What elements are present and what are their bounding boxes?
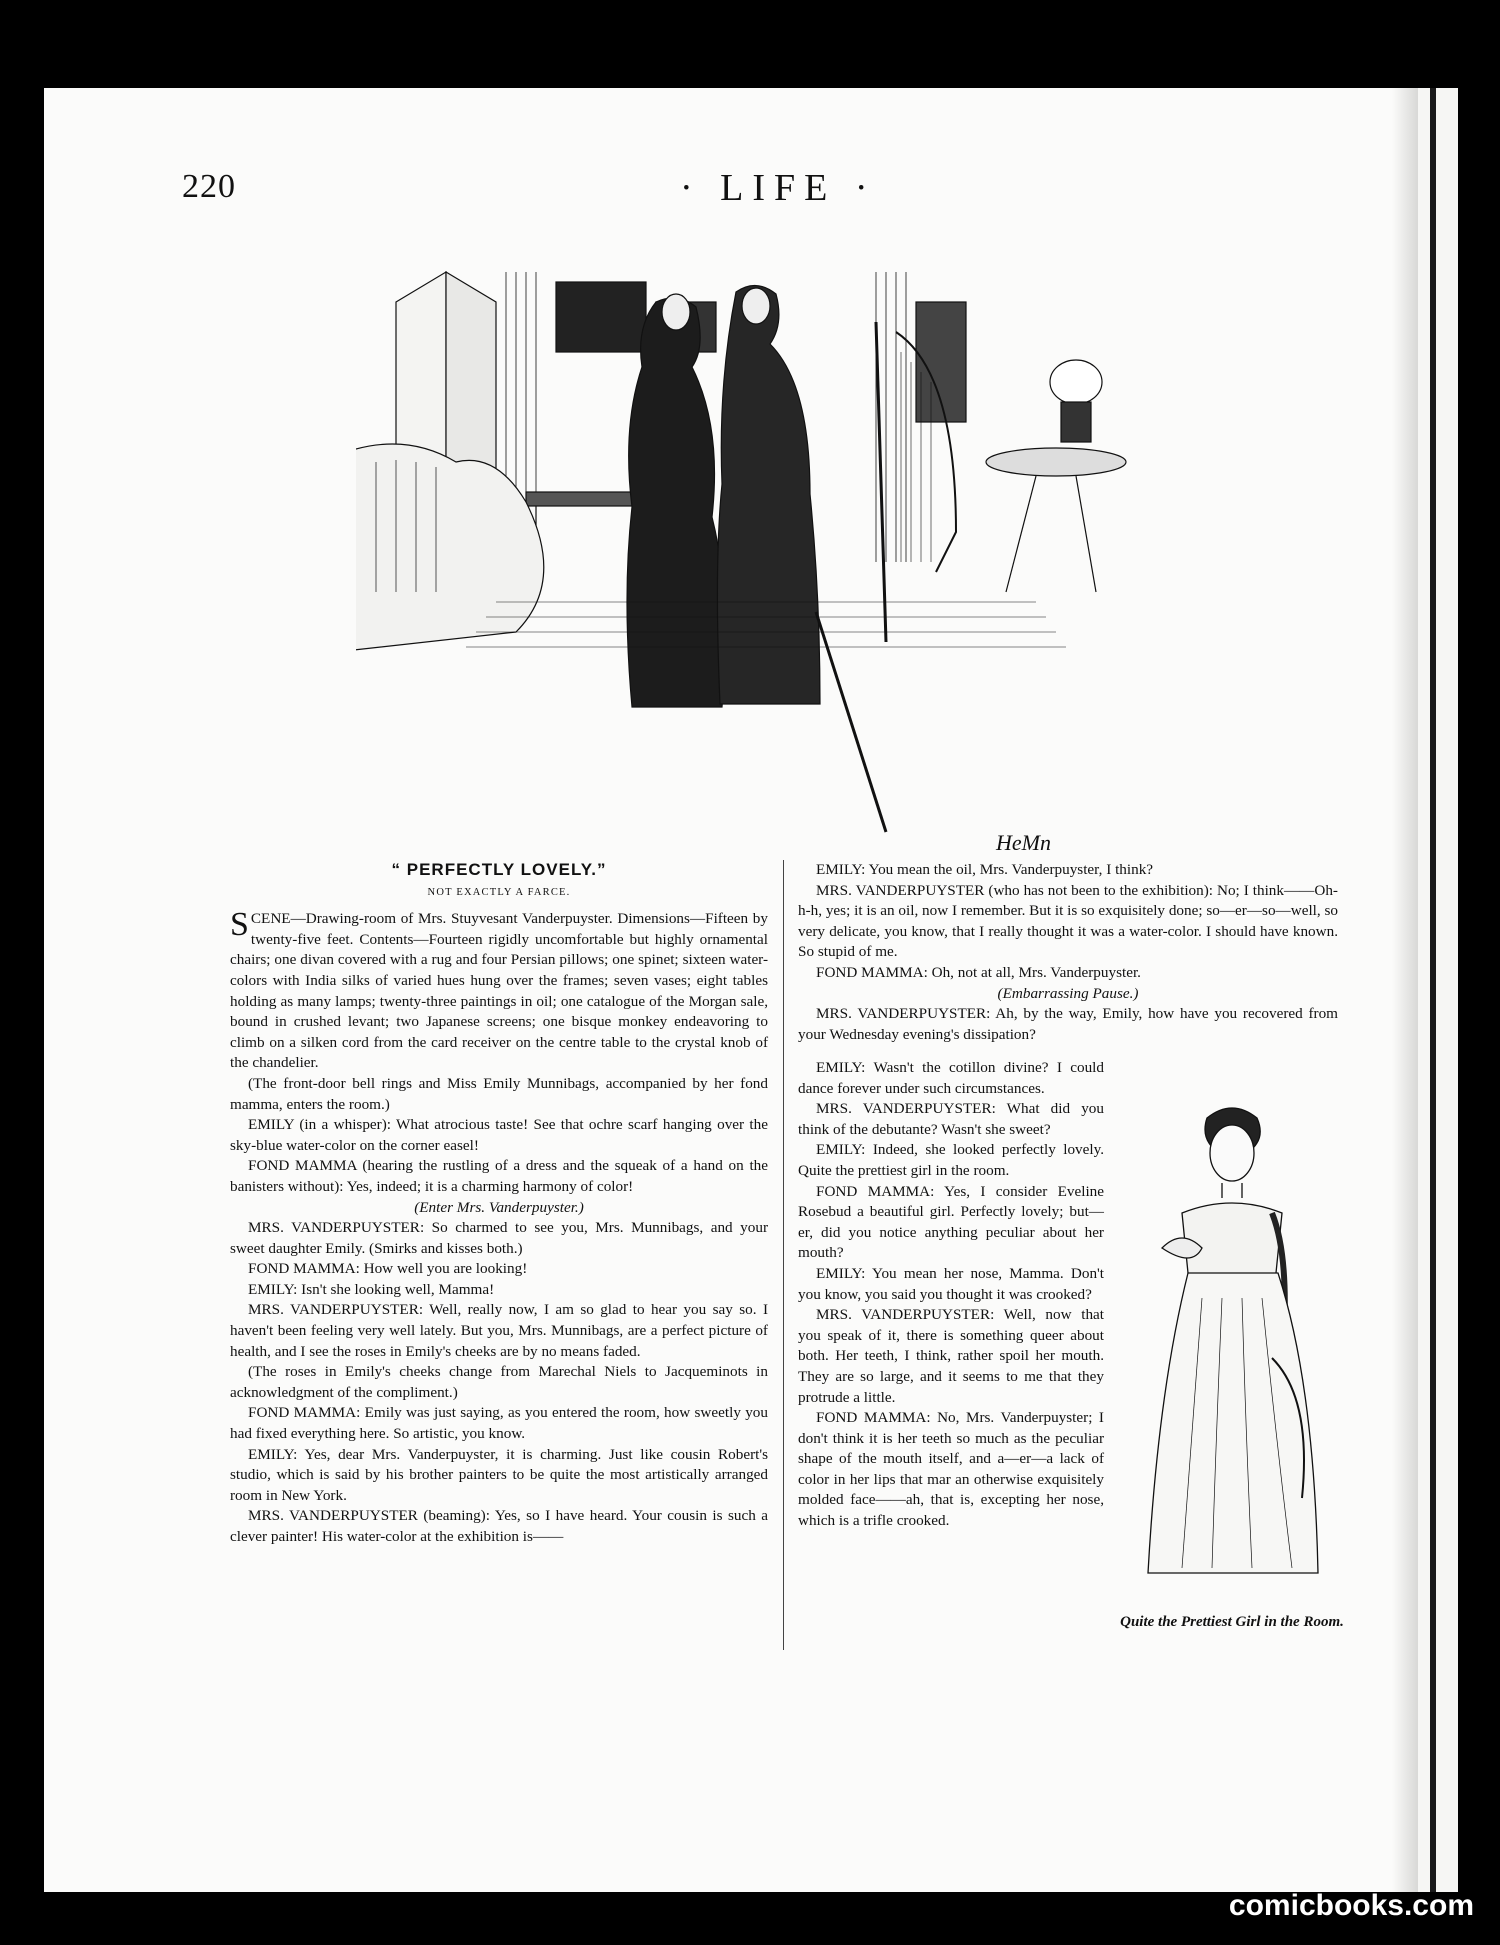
dialogue-paragraph: (The roses in Emily's cheeks change from Marechal Niels to Jacqueminots in acknowledgment of the compliment.)	[230, 1363, 768, 1401]
left-column	[230, 860, 768, 1548]
figure-caption: Quite the Prettiest Girl in the Room.	[1120, 1614, 1344, 1630]
dialogue-paragraph: EMILY: You mean the oil, Mrs. Vanderpuyster, I think?	[816, 861, 1154, 878]
masthead-title: · LIFE ·	[680, 167, 877, 209]
dialogue-paragraph: EMILY: Wasn't the cotillon divine? I could dance forever under such circumstances.	[798, 1059, 1104, 1097]
spine-shadow	[1392, 88, 1418, 1892]
dialogue-paragraph: MRS. VANDERPUYSTER: Ah, by the way, Emily, how have you recovered from your Wednesday evening's dissipation?	[798, 1005, 1338, 1043]
dialogue-paragraph: MRS. VANDERPUYSTER: Well, now that you speak of it, there is something queer about both. Her teeth, I think, rather spoil her mouth. They are so large, and it seems to me that they protrude a little.	[798, 1306, 1104, 1406]
dialogue-paragraph: (The front-door bell rings and Miss Emily Munnibags, accompanied by her fond mamma, enters the room.)	[230, 1074, 768, 1113]
dialogue-paragraph: EMILY: Isn't she looking well, Mamma!	[248, 1280, 495, 1298]
page-number: 220	[182, 168, 236, 205]
stage-direction: (Embarrassing Pause.)	[997, 984, 1139, 1002]
dialogue-paragraph: MRS. VANDERPUYSTER: Well, really now, I am so glad to hear you say so. I haven't been feeling very well lately. But you, Mrs. Munnibags, are a perfect picture of health, and I see the roses in Emily's cheeks are by no means faded.	[230, 1301, 768, 1360]
watermark: comicbooks.com	[1228, 1889, 1474, 1922]
dialogue-paragraph: MRS. VANDERPUYSTER: What did you think of the debutante? Wasn't she sweet?	[798, 1100, 1104, 1138]
dialogue-paragraph: FOND MAMMA: Emily was just saying, as you entered the room, how sweetly you had fixed everything here. So artistic, you know.	[230, 1404, 768, 1443]
dialogue-paragraph: FOND MAMMA: Oh, not at all, Mrs. Vanderpuyster.	[816, 963, 1141, 981]
dialogue-paragraph: EMILY (in a whisper): What atrocious taste! See that ochre scarf hanging over the sky-blue water-color on the corner easel!	[230, 1116, 768, 1154]
dialogue-paragraph: FOND MAMMA: No, Mrs. Vanderpuyster; I don't think it is her teeth so much as the peculiar shape of the mouth itself, and a—er—a lack of color in her lips that mar an otherwise exquisitely molded face——ah, that is, excepting her nose, which is a trifle crooked.	[798, 1409, 1104, 1530]
dialogue-paragraph: FOND MAMMA: How well you are looking!	[248, 1260, 528, 1278]
dialogue-paragraph: MRS. VANDERPUYSTER (beaming): Yes, so I have heard. Your cousin is such a clever painter! His water-color at the exhibition is——	[230, 1507, 768, 1545]
girl-in-gown-illustration	[1122, 1098, 1342, 1612]
scene-description	[230, 906, 768, 1074]
dialogue-paragraph: FOND MAMMA (hearing the rustling of a dress and the squeak of a hand on the banisters without): Yes, indeed; it is a charming harmony of color!	[230, 1157, 768, 1195]
dialogue-paragraph: MRS. VANDERPUYSTER: So charmed to see you, Mrs. Munnibags, and your sweet daughter Emily. (Smirks and kisses both.)	[230, 1219, 768, 1257]
stage-direction: (Enter Mrs. Vanderpuyster.)	[414, 1198, 584, 1216]
dialogue-paragraph: EMILY: Indeed, she looked perfectly lovely. Quite the prettiest girl in the room.	[798, 1141, 1104, 1179]
artist-signature: HeMn	[996, 830, 1051, 855]
scene-text: CENE—Drawing-room of Mrs. Stuyvesant Vanderpuyster. Dimensions—Fifteen by twenty-five feet. Contents—Fourteen rigidly uncomfortable but highly ornamental chairs; one divan covered with a rug and four Persian pillows; one spinet; sixteen water-colors with India silks of varied hues hung over the frames; seven vases; eight tables holding as many lamps; twenty-three paintings in oil; one catalogue of the Morgan sale, bound in crushed levant; two Japanese screens; one bisque monkey endeavoring to climb on a silken cord from the card receiver on the centre table to the crystal knob of the chandelier.	[230, 910, 768, 1072]
column-divider	[783, 860, 784, 1650]
article-subtitle: NOT EXACTLY A FARCE.	[427, 886, 571, 898]
dialogue-paragraph: MRS. VANDERPUYSTER (who has not been to the exhibition): No; I think——Oh-h-h, yes; it is an oil, now I remember. But it is so exquisitely done; so—er—so—well, so very delicate, you know, that I really thought it was a water-color. I should have known. So stupid of me.	[798, 881, 1338, 961]
drawing-room-illustration	[356, 262, 1176, 862]
facing-page-edge	[1418, 88, 1458, 1892]
dialogue-paragraph: FOND MAMMA: Yes, I consider Eveline Rosebud a beautiful girl. Perfectly lovely; but—er, did you notice anything peculiar about her mouth?	[798, 1182, 1104, 1262]
dialogue-paragraph: EMILY: Yes, dear Mrs. Vanderpuyster, it is charming. Just like cousin Robert's studio, which is said by his brother painters to be quite the most artistically arranged room in New York.	[230, 1445, 768, 1504]
dialogue-paragraph: EMILY: You mean her nose, Mamma. Don't you know, you said you thought it was crooked?	[798, 1264, 1104, 1303]
drop-cap: S	[230, 906, 249, 944]
right-column	[798, 860, 1338, 1045]
right-narrow-column	[798, 1058, 1104, 1532]
article-title: “ PERFECTLY LOVELY.”	[391, 860, 607, 879]
